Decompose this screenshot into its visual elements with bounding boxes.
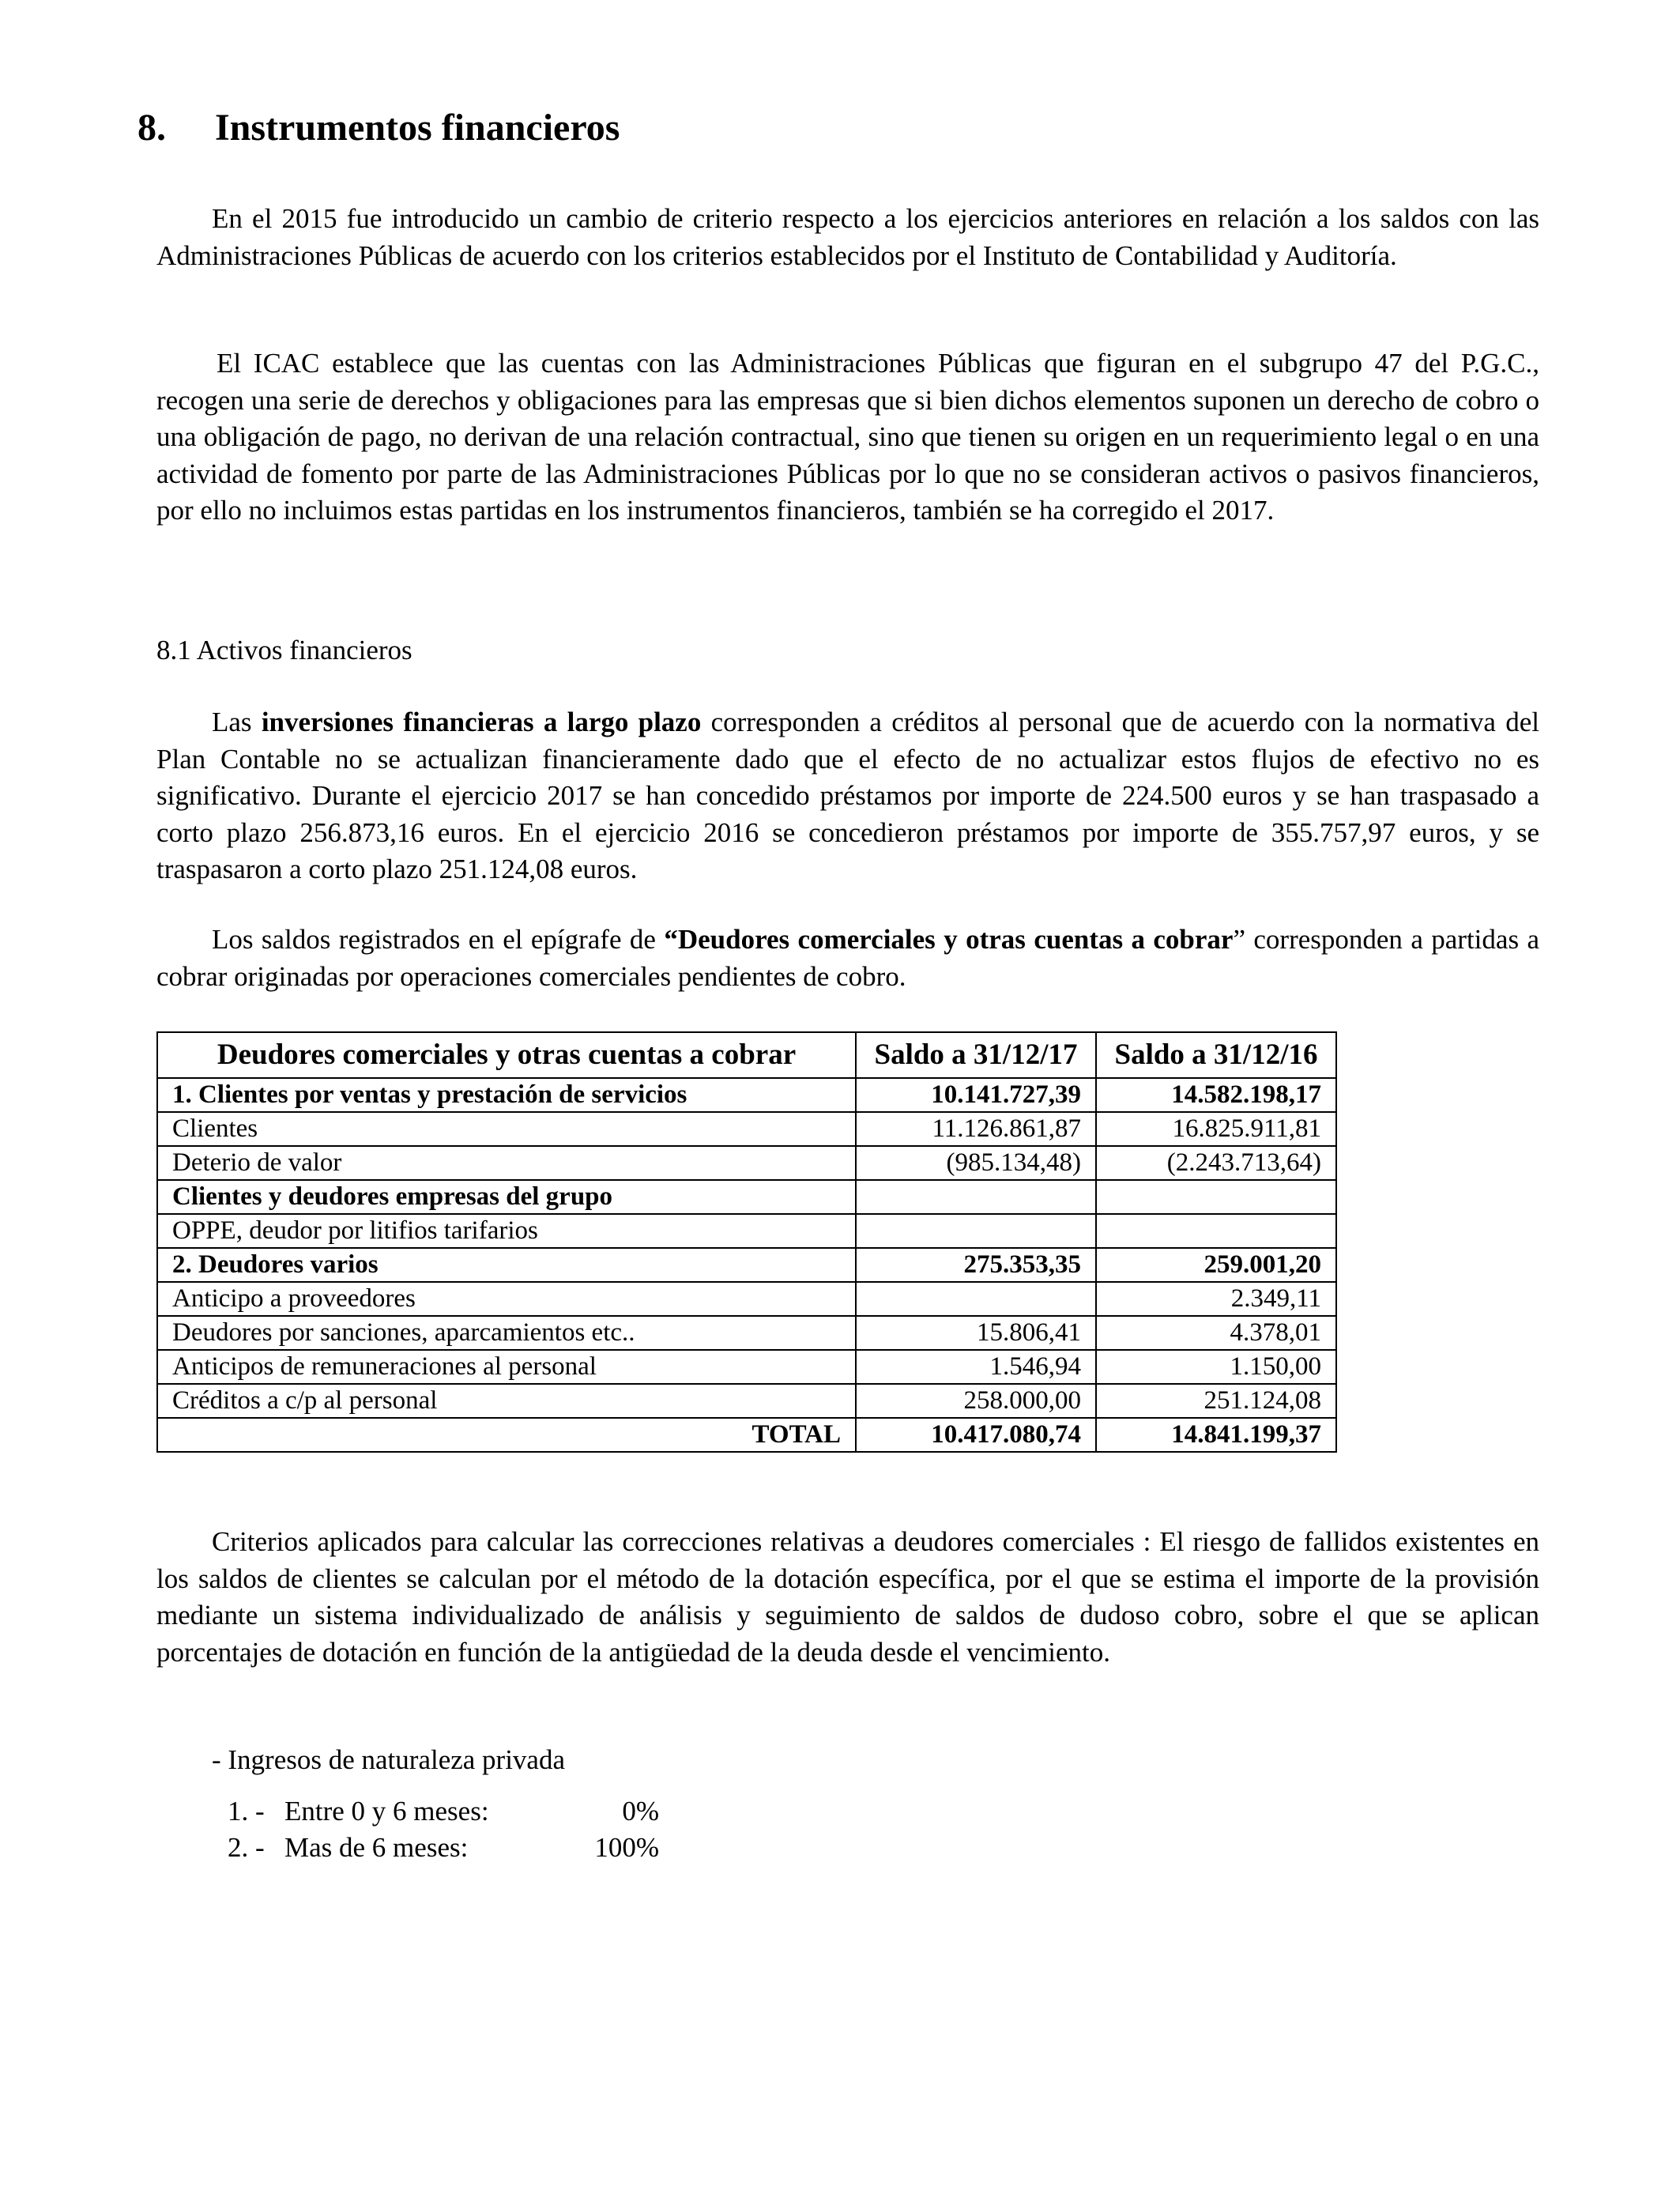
table-cell-2017: 15.806,41 [856, 1316, 1096, 1350]
table-cell-concept: Deudores por sanciones, aparcamientos etc.. [157, 1316, 856, 1350]
table-row [157, 1180, 1336, 1214]
paragraph-criteria-change [156, 201, 1539, 274]
list-item-text: Mas de 6 meses: [284, 1832, 469, 1863]
paragraph-text: ” corresponden a partidas a cobrar originadas por operaciones comerciales pendientes de cobro. [156, 924, 1539, 992]
section-title: Instrumentos financieros [215, 107, 620, 149]
table-cell-2017: 11.126.861,87 [856, 1112, 1096, 1146]
table-cell-2016: 251.124,08 [1096, 1384, 1336, 1418]
table-cell-2017 [856, 1214, 1096, 1248]
list-item-text: Entre 0 y 6 meses: [284, 1796, 489, 1826]
table-cell-2016: 4.378,01 [1096, 1316, 1336, 1350]
list-item [228, 1793, 659, 1830]
paragraph-trade-debtors [156, 922, 1539, 995]
table-cell-concept: Clientes y deudores empresas del grupo [157, 1180, 856, 1214]
table-cell-2016: 1.150,00 [1096, 1350, 1336, 1384]
table-cell-concept: 2. Deudores varios [157, 1248, 856, 1282]
table-total-2016: 14.841.199,37 [1096, 1418, 1336, 1452]
table-cell-2016: (2.243.713,64) [1096, 1146, 1336, 1180]
list-intro: - Ingresos de naturaleza privada [212, 1744, 566, 1775]
table-cell-2016: 2.349,11 [1096, 1282, 1336, 1316]
table-row [157, 1350, 1336, 1384]
paragraph-bold-term: inversiones financieras a largo plazo [261, 707, 702, 737]
table-total-label: TOTAL [157, 1418, 856, 1452]
paragraph-bold-term: “Deudores comerciales y otras cuentas a cobrar [664, 924, 1234, 955]
table-header-2017: Saldo a 31/12/17 [856, 1032, 1096, 1078]
paragraph-text: El ICAC establece que las cuentas con las Administraciones Públicas que figuran en el subgrupo 47 del P.G.C., recogen una serie de derechos y obligaciones para las empresas que si bien dichos elementos suponen un derecho de cobro o una obligación de pago, no derivan de una relación contractual, sino que tienen su origen en un requerimiento legal o en una actividad de fomento por parte de las Administraciones Públicas por lo que no se consideran activos o pasivos financieros, por ello no incluimos estas partidas en los instrumentos financieros, también se ha corregido el 2017. [156, 348, 1539, 526]
paragraph-text: Los saldos registrados en el epígrafe de [212, 924, 665, 955]
table-cell-2017: 1.546,94 [856, 1350, 1096, 1384]
subsection-heading: 8.1 Activos financieros [156, 635, 412, 665]
section-number: 8. [137, 107, 166, 149]
paragraph-icac [156, 345, 1539, 530]
list-item-value: 0% [622, 1796, 659, 1826]
table-row [157, 1316, 1336, 1350]
list-item-number: 1. - [228, 1796, 265, 1826]
table-cell-2017 [856, 1282, 1096, 1316]
table-cell-concept: Clientes [157, 1112, 856, 1146]
table-cell-2016 [1096, 1214, 1336, 1248]
paragraph-impairment-criteria [156, 1524, 1539, 1671]
table-cell-2016: 16.825.911,81 [1096, 1112, 1336, 1146]
paragraph-text: corresponden a créditos al personal que de acuerdo con la normativa del Plan Contable no se actualizan financieramente dado que el efecto de no actualizar estos flujos de efectivo no es significativo. Durante el ejercicio 2017 se han concedido préstamos por importe de 224.500 euros y se han traspasado a corto plazo 256.873,16 euros. En el ejercicio 2016 se concedieron préstamos por importe de 355.757,97 euros, y se traspasaron a corto plazo 251.124,08 euros. [156, 707, 1539, 884]
paragraph-text: Criterios aplicados para calcular las correcciones relativas a deudores comerciales : El riesgo de fallidos existentes en los saldos de clientes se calculan por el método de la dotación específica, por el que se estima el importe de la provisión mediante un sistema individualizado de análisis y seguimiento de saldos de dudoso cobro, sobre el que se aplican porcentajes de dotación en función de la antigüedad de la deuda desde el vencimiento. [156, 1526, 1539, 1668]
paragraph-text: Las [212, 707, 262, 737]
table-cell-concept: Anticipo a proveedores [157, 1282, 856, 1316]
table-cell-2016: 259.001,20 [1096, 1248, 1336, 1282]
table-row [157, 1248, 1336, 1282]
table-body [157, 1078, 1336, 1418]
table-cell-2017: 258.000,00 [856, 1384, 1096, 1418]
debtors-table [156, 1031, 1337, 1453]
table-row [157, 1112, 1336, 1146]
table-header-row [157, 1032, 1336, 1078]
table-total-row [157, 1418, 1336, 1452]
table-header-concept: Deudores comerciales y otras cuentas a cobrar [157, 1032, 856, 1078]
table-cell-2016: 14.582.198,17 [1096, 1078, 1336, 1112]
table-row [157, 1282, 1336, 1316]
table-cell-concept: Anticipos de remuneraciones al personal [157, 1350, 856, 1384]
table-total-2017: 10.417.080,74 [856, 1418, 1096, 1452]
table-cell-2016 [1096, 1180, 1336, 1214]
list-item [228, 1830, 659, 1866]
table-header-2016: Saldo a 31/12/16 [1096, 1032, 1336, 1078]
table-row [157, 1078, 1336, 1112]
table-cell-concept: OPPE, deudor por litifios tarifarios [157, 1214, 856, 1248]
list-item-value: 100% [594, 1832, 659, 1863]
table-cell-2017 [856, 1180, 1096, 1214]
table-cell-concept: Créditos a c/p al personal [157, 1384, 856, 1418]
table-cell-concept: Deterio de valor [157, 1146, 856, 1180]
paragraph-long-term-investments [156, 704, 1539, 888]
table-cell-concept: 1. Clientes por ventas y prestación de servicios [157, 1078, 856, 1112]
table-cell-2017: 275.353,35 [856, 1248, 1096, 1282]
table-row [157, 1384, 1336, 1418]
paragraph-text: En el 2015 fue introducido un cambio de criterio respecto a los ejercicios anteriores en relación a los saldos con las Administraciones Públicas de acuerdo con los criterios establecidos por el Instituto de Contabilidad y Auditoría. [156, 203, 1539, 271]
table-cell-2017: (985.134,48) [856, 1146, 1096, 1180]
table-cell-2017: 10.141.727,39 [856, 1078, 1096, 1112]
section-heading [137, 104, 620, 152]
list-item-number: 2. - [228, 1832, 265, 1863]
table-row [157, 1214, 1336, 1248]
table-row [157, 1146, 1336, 1180]
